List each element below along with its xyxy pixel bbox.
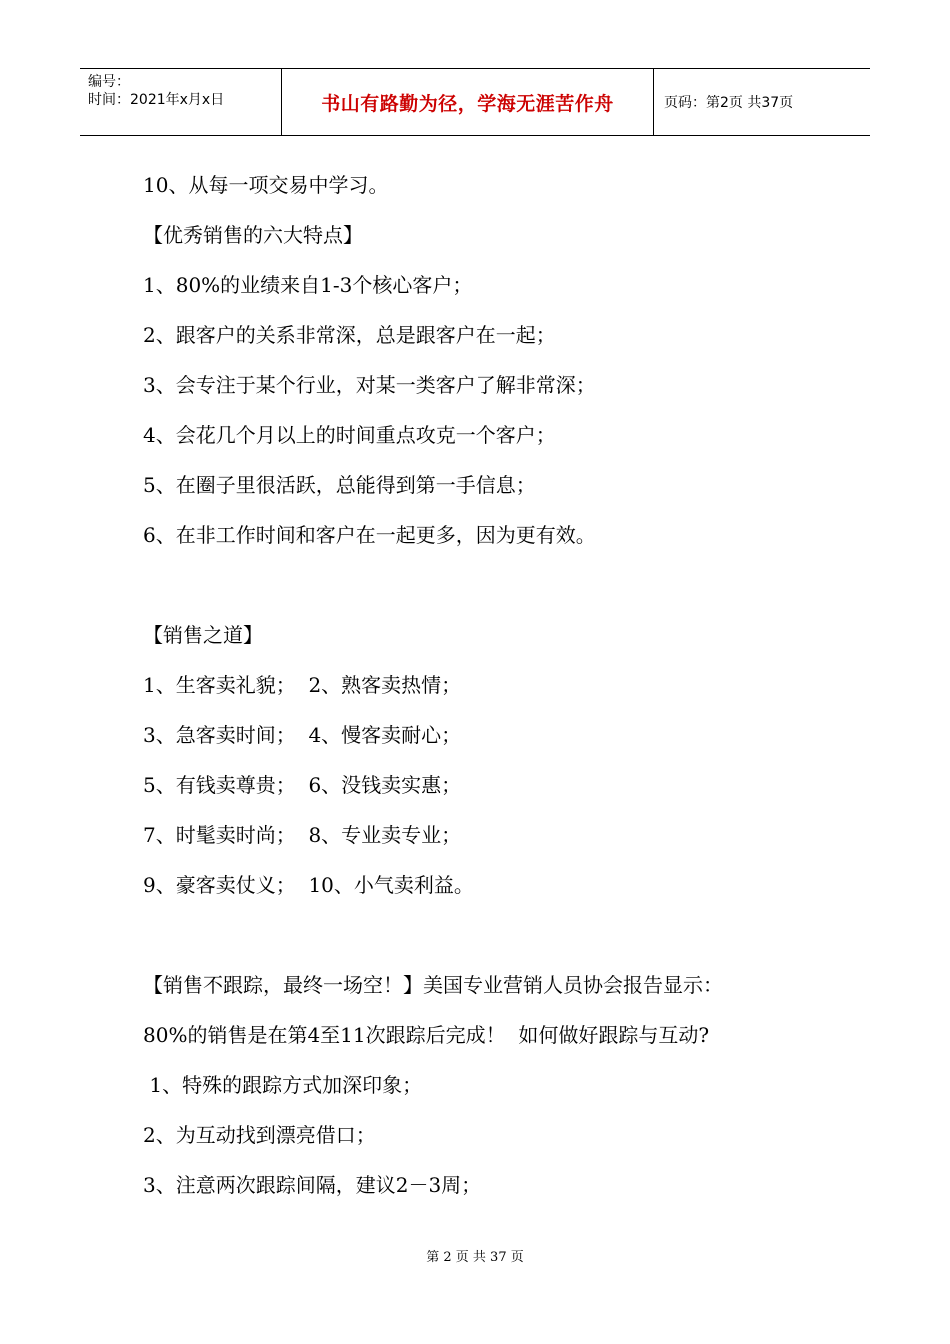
header-number-label: 编号：	[88, 74, 130, 90]
trait-item: 4、会花几个月以上的时间重点攻克一个客户；	[143, 423, 556, 447]
trait-item: 3、会专注于某个行业，对某一类客户了解非常深；	[143, 373, 596, 397]
follow-item: 3、注意两次跟踪间隔，建议2－3周；	[143, 1173, 482, 1197]
way-item: 9、豪客卖仗义； 10、小气卖利益。	[143, 873, 474, 897]
way-item: 3、急客卖时间； 4、慢客卖耐心；	[143, 723, 462, 747]
trait-item: 6、在非工作时间和客户在一起更多，因为更有效。	[143, 523, 596, 547]
learn-line: 10、从每一项交易中学习。	[143, 173, 389, 197]
trait-item: 5、在圈子里很活跃，总能得到第一手信息；	[143, 473, 536, 497]
header-motto: 书山有路勤为径，学海无涯苦作舟	[281, 69, 654, 135]
header-date-label: 时间：2021年x月x日	[88, 92, 225, 108]
document-body	[143, 160, 843, 1210]
blank-line	[143, 560, 843, 610]
follow-item: 1、特殊的跟踪方式加深印象；	[143, 1073, 423, 1097]
page-footer: 第 2 页 共 37 页	[426, 1250, 524, 1265]
header-meta	[80, 69, 281, 135]
section-title-way: 【销售之道】	[143, 623, 263, 647]
way-item: 7、时髦卖时尚； 8、专业卖专业；	[143, 823, 462, 847]
follow-stat-line: 80%的销售是在第4至11次跟踪后完成！ 如何做好跟踪与互动?	[143, 1023, 710, 1047]
trait-item: 2、跟客户的关系非常深，总是跟客户在一起；	[143, 323, 556, 347]
page-header	[80, 68, 870, 136]
header-page-info: 页码：第2页 共37页	[664, 95, 794, 111]
way-item: 1、生客卖礼貌； 2、熟客卖热情；	[143, 673, 462, 697]
follow-item: 2、为互动找到漂亮借口；	[143, 1123, 376, 1147]
section-title-traits: 【优秀销售的六大特点】	[143, 223, 363, 247]
way-item: 5、有钱卖尊贵； 6、没钱卖实惠；	[143, 773, 462, 797]
blank-line	[143, 910, 843, 960]
trait-item: 1、80%的业绩来自1-3个核心客户；	[143, 273, 473, 297]
follow-title-line: 【销售不跟踪，最终一场空！】美国专业营销人员协会报告显示：	[143, 973, 723, 997]
